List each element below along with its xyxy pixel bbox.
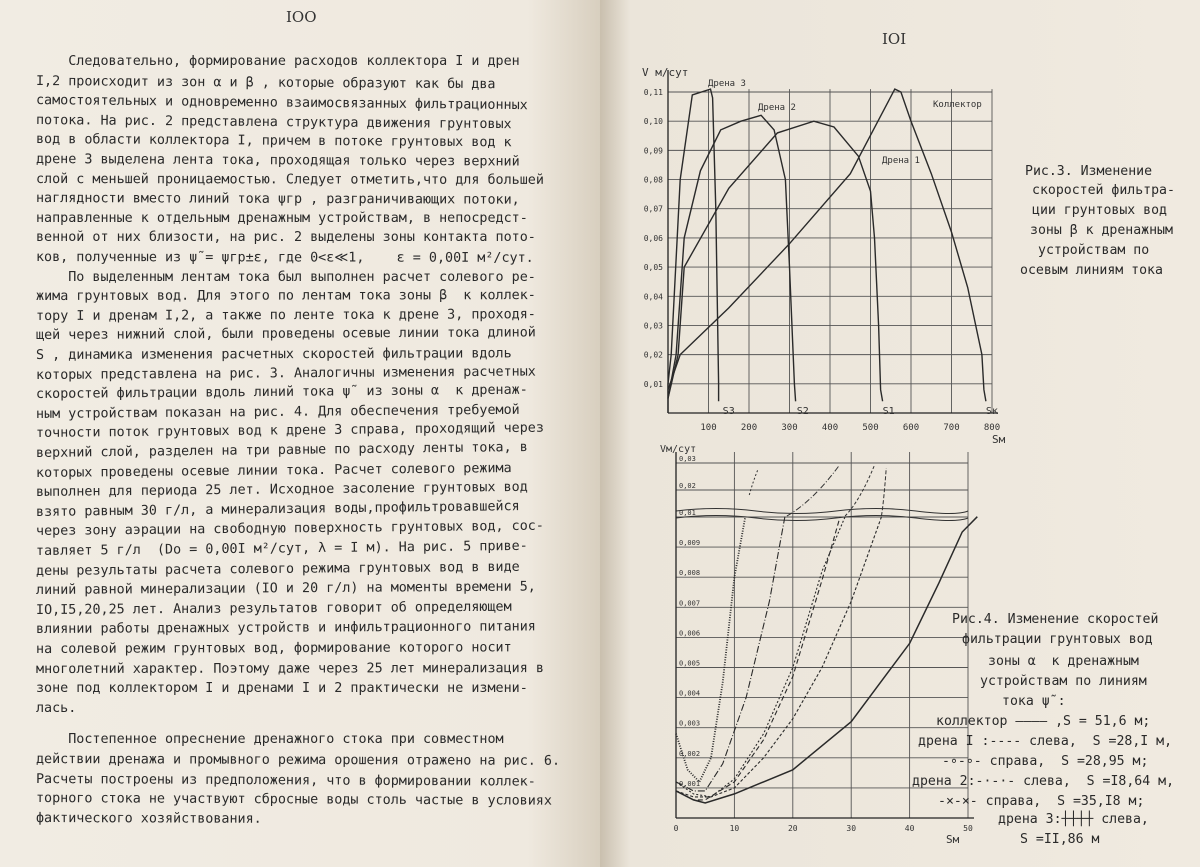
x-axis-label: Sм: [946, 833, 960, 846]
x-tick-label: 200: [740, 423, 758, 433]
x-tick-label: 400: [821, 423, 839, 433]
y-tick-label: 0,02: [679, 482, 696, 490]
y-tick-label: 0,09: [643, 146, 663, 156]
text-line: самостоятельных и одновременно взаимосвязанных фильтрационных: [35, 93, 528, 114]
x-tick-label: 800: [983, 423, 1001, 433]
x-tick-label: 50: [963, 824, 973, 833]
text-line: тавляет 5 г/л (Dо = 0,00I м²/сут, λ = I м). На рис. 5 приве-: [35, 538, 528, 559]
end-label: S3: [722, 406, 735, 417]
y-tick-label: 0,10: [643, 117, 663, 127]
end-label: S2: [796, 406, 809, 417]
y-tick-label: 0,001: [679, 779, 701, 788]
text-line: вод в области коллектора I, причем в потоке грунтовых вод к: [35, 132, 512, 151]
text-line: Расчеты построены из предположения, что в формировании коллек-: [35, 771, 536, 790]
axis-break-line: [676, 509, 968, 514]
x-tick-label: 20: [787, 824, 798, 833]
figure-3-tick-labels: [644, 88, 1000, 433]
caption-line: скоростей фильтра-: [1032, 183, 1175, 198]
curve-upper-segment: [787, 465, 840, 516]
text-line: которых представлена на рис. 3. Аналогичны изменения расчетных: [35, 364, 536, 383]
page-number-left: IOO: [286, 8, 317, 26]
text-line: венной от них близости, на рис. 2 выделены зоны контакта пото-: [36, 230, 536, 246]
y-tick-label: 0,01: [679, 509, 696, 517]
y-tick-label: 0,006: [679, 629, 701, 638]
text-line: дрене 3 выделена лента тока, проходящая только через верхний: [35, 152, 520, 170]
x-tick-label: 700: [943, 423, 960, 433]
figure-4-grid: [676, 452, 968, 818]
text-line: Постепенное опреснение дренажного стока при совместном: [36, 732, 504, 748]
caption-line: -∘-∘- справа, S =28,95 м;: [942, 754, 1149, 769]
axis-break-line: [676, 516, 968, 521]
text-line: I,2 происходит из зон α и β , которые образуют как бы два: [35, 73, 496, 92]
caption-line: Рис.3. Изменение: [1025, 164, 1153, 179]
curve-дрена-2-справа: [676, 517, 882, 797]
y-tick-label: 0,03: [679, 455, 696, 463]
text-line: потока. На рис. 2 представлена структура движения грунтовых: [35, 112, 512, 132]
y-tick-label: 0,05: [643, 263, 663, 273]
caption-line: -×-×- справа, S =35,I8 м;: [938, 794, 1145, 809]
y-tick-label: 0,003: [679, 719, 701, 728]
curve-дрена-1: [668, 121, 883, 401]
x-tick-label: 30: [846, 824, 857, 833]
text-line: линий равной минерализации (IO и 20 г/л) на моменты времени 5,: [35, 579, 536, 599]
x-axis-label: Sм: [992, 433, 1006, 446]
text-line: направленные к отдельным дренажным устройствам, в непосредст-: [36, 210, 528, 226]
y-axis-label: V м/сут: [642, 66, 689, 79]
text-line: влиянии работы дренажных устройств и инфильтрационного питания: [35, 619, 536, 638]
y-tick-label: 0,02: [643, 350, 663, 360]
caption-line: зоны β к дренажным: [1030, 223, 1173, 238]
text-line: выполнен для периода 25 лет. Исходное засоление грунтовых вод: [35, 480, 528, 501]
text-line: тору I и дренам I,2, а также по ленте тока к дрене 3, проходя-: [35, 307, 536, 324]
curve-дрена-I-справа: [676, 517, 845, 797]
text-line: S , динамика изменения расчетных скоростей фильтрации вдоль: [35, 346, 512, 363]
text-line: дены результаты расчета солевого режима грунтовых вод в виде: [35, 559, 520, 579]
caption-line: устройствам по линиям: [980, 674, 1147, 689]
x-tick-label: 100: [700, 423, 717, 433]
text-line: фактического хозяйствования.: [35, 810, 262, 827]
caption-line: дрена 2:-·-·- слева, S =I8,64 м,: [912, 774, 1175, 789]
caption-line: зоны α к дренажным: [988, 654, 1139, 669]
series-label: Дрена 2: [758, 103, 796, 113]
caption-line: Рис.4. Изменение скоростей: [952, 612, 1159, 627]
x-tick-label: 0: [673, 824, 679, 833]
y-axis-label: Vм/сут: [660, 444, 697, 455]
y-tick-label: 0,002: [679, 749, 701, 758]
text-line: лась.: [36, 700, 77, 716]
figure-3-series: [668, 89, 986, 413]
end-label: S1: [882, 406, 895, 417]
y-tick-label: 0,004: [679, 689, 701, 698]
caption-line: тока ψ̃ :: [1002, 694, 1066, 709]
caption-line: S =II,86 м: [1020, 832, 1100, 847]
x-tick-label: 500: [862, 423, 879, 433]
page-number-right: IOI: [882, 30, 907, 48]
series-label: Дрена 1: [882, 156, 920, 166]
y-tick-label: 0,008: [679, 569, 701, 578]
caption-line: дрена I :---- слева, S =28,I м,: [918, 734, 1173, 749]
text-line: IO,I5,20,25 лет. Анализ результатов говорит об определяющем: [35, 599, 512, 618]
text-line: взято равным 30 г/л, а минерализация воды,профильтровавшейся: [35, 498, 520, 520]
text-line: через зону аэрации на свободную поверхность грунтовых вод, сос-: [35, 519, 544, 540]
series-label: Дрена 3: [708, 79, 746, 89]
text-line: наглядности вместо линий тока ψгр , разграничивающих потоки,: [35, 191, 520, 208]
x-tick-label: 300: [781, 423, 798, 433]
right-page: [600, 0, 1200, 867]
end-label: Sк: [985, 406, 998, 417]
curve-upper-segment: [749, 470, 757, 495]
text-line: щей через нижний слой, были проведены осевые линии тока длиной: [35, 325, 536, 344]
caption-line: осевым линиям тока: [1020, 263, 1163, 278]
text-line: Следовательно, формирование расходов коллектора I и дрен: [36, 54, 520, 69]
text-line: По выделенным лентам тока был выполнен расчет солевого ре-: [36, 269, 536, 285]
text-line: ков, полученные из ψ̃ = ψгр±ε, где 0<ε≪1, ε = 0,00I м²/сут.: [35, 250, 534, 266]
y-tick-label: 0,007: [679, 599, 701, 608]
text-line: на солевой режим грунтовых вод, формирование которого носит: [35, 640, 512, 657]
y-tick-label: 0,04: [643, 292, 663, 302]
text-line: скоростей фильтрации вдоль линий тока ψ̃ из зоны α к дренаж-: [35, 382, 528, 403]
curve-дрена-3-слева: [676, 517, 745, 782]
y-tick-label: 0,009: [679, 539, 701, 548]
y-tick-label: 0,07: [643, 204, 663, 214]
x-tick-label: 40: [904, 824, 915, 833]
caption-line: ции грунтовых вод: [1032, 203, 1167, 218]
text-line: зоне под коллектором I и дренами I и 2 практически не измени-: [36, 681, 528, 697]
series-label: Коллектор: [933, 100, 982, 110]
text-line: жима грунтовых вод. Для этого по лентам тока зоны β к коллек-: [35, 288, 536, 305]
text-line: верхний слой, разделен на три равные по расходу ленты тока, в: [35, 439, 528, 461]
x-tick-label: 600: [902, 423, 920, 433]
caption-line: дрена 3:┼┼┼┼ слева,: [998, 812, 1149, 827]
y-tick-label: 0,03: [643, 321, 663, 331]
y-tick-label: 0,11: [643, 88, 663, 97]
x-tick-label: 10: [729, 824, 740, 833]
y-tick-label: 0,08: [643, 175, 663, 185]
caption-line: фильтрации грунтовых вод: [962, 632, 1153, 647]
text-line: ным устройствам показан на рис. 4. Для обеспечения требуемой: [35, 402, 520, 422]
y-tick-label: 0,01: [643, 379, 663, 389]
text-line: точности поток грунтовых вод к дрене 3 справа, проходящий через: [35, 421, 544, 442]
text-line: которых проведены осевые линии тока. Расчет солевого режима: [35, 460, 512, 481]
caption-line: устройствам по: [1038, 243, 1150, 258]
text-line: многолетний характер. Поэтому даже через 25 лет минерализация в: [35, 660, 544, 677]
text-line: торного стока не участвуют сбросные воды столь частые в условиях: [35, 791, 553, 809]
text-line: действии дренажа и промывного режима орошения отражено на рис. 6.: [35, 752, 561, 769]
y-tick-label: 0,06: [643, 233, 663, 243]
y-tick-label: 0,005: [679, 659, 701, 668]
text-line: слой с меньшей проницаемостью. Следует отметить,что для большей: [35, 171, 544, 188]
curve-коллектор: [676, 517, 977, 803]
figure-4-axes: [676, 452, 974, 818]
caption-line: коллектор ———— ,S = 51,6 м;: [936, 714, 1151, 729]
